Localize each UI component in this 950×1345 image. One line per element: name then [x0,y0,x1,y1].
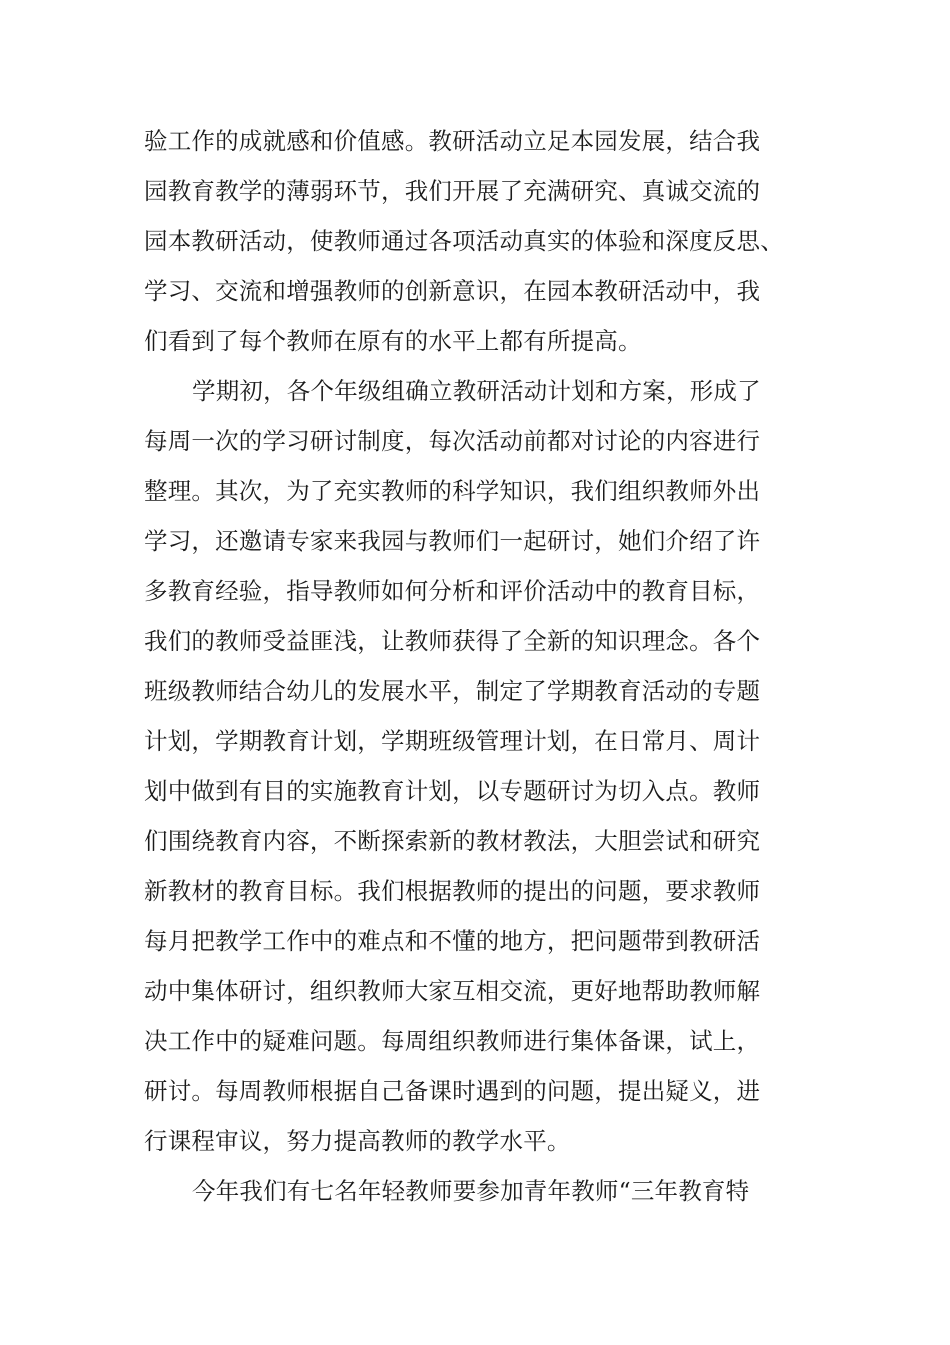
text-line: 新教材的教育目标。我们根据教师的提出的问题，要求教师 [144,877,761,905]
text-line: 们看到了每个教师在原有的水平上都有所提高。 [144,327,642,355]
text-line: 每月把教学工作中的难点和不懂的地方，把问题带到教研活 [144,927,761,955]
text-line: 行课程审议，努力提高教师的教学水平。 [144,1127,571,1155]
text-line: 班级教师结合幼儿的发展水平，制定了学期教育活动的专题 [144,677,761,705]
paragraph-first-line: 今年我们有七名年轻教师要参加青年教师“三年教育特 [192,1177,750,1205]
text-line: 我们的教师受益匪浅，让教师获得了全新的知识理念。各个 [144,627,761,655]
text-line: 学习，还邀请专家来我园与教师们一起研讨，她们介绍了许 [144,527,761,555]
text-line: 园教育教学的薄弱环节，我们开展了充满研究、真诚交流的 [144,177,761,205]
text-line: 划中做到有目的实施教育计划，以专题研讨为切入点。教师 [144,777,761,805]
text-line: 研讨。每周教师根据自己备课时遇到的问题，提出疑义，进 [144,1077,761,1105]
text-line: 每周一次的学习研讨制度，每次活动前都对讨论的内容进行 [144,427,761,455]
text-line: 决工作中的疑难问题。每周组织教师进行集体备课，试上， [144,1027,761,1055]
text-line: 园本教研活动，使教师通过各项活动真实的体验和深度反思、 [144,227,784,255]
text-line: 计划，学期教育计划，学期班级管理计划，在日常月、周计 [144,727,761,755]
text-line: 验工作的成就感和价值感。教研活动立足本园发展，结合我 [144,127,761,155]
paragraph-first-line: 学期初，各个年级组确立教研活动计划和方案，形成了 [192,377,761,405]
text-line: 动中集体研讨，组织教师大家互相交流，更好地帮助教师解 [144,977,761,1005]
text-line: 整理。其次，为了充实教师的科学知识，我们组织教师外出 [144,477,761,505]
text-line: 们围绕教育内容，不断探索新的教材教法，大胆尝试和研究 [144,827,761,855]
text-line: 学习、交流和增强教师的创新意识，在园本教研活动中，我 [144,277,761,305]
text-line: 多教育经验，指导教师如何分析和评价活动中的教育目标， [144,577,761,605]
